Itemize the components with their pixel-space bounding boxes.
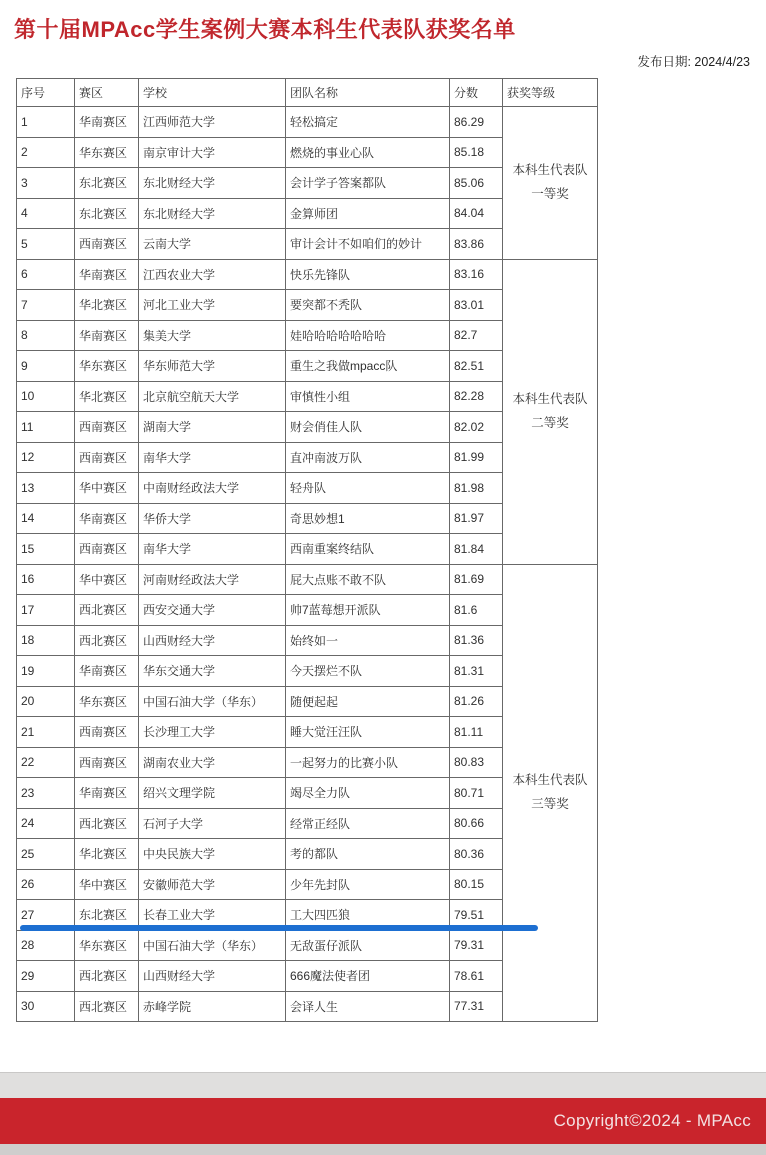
cell-region: 华中赛区	[75, 564, 139, 595]
cell-score: 80.36	[450, 839, 503, 870]
cell-school: 华侨大学	[139, 503, 286, 534]
cell-score: 79.31	[450, 930, 503, 961]
cell-region: 华南赛区	[75, 656, 139, 687]
cell-team: 今天摆烂不队	[286, 656, 450, 687]
header-cell-no: 序号	[17, 79, 75, 107]
cell-region: 华中赛区	[75, 473, 139, 504]
cell-school: 中国石油大学（华东）	[139, 686, 286, 717]
cell-score: 83.01	[450, 290, 503, 321]
cell-no: 15	[17, 534, 75, 565]
cell-score: 81.11	[450, 717, 503, 748]
cell-region: 西南赛区	[75, 534, 139, 565]
cell-no: 28	[17, 930, 75, 961]
cell-score: 80.71	[450, 778, 503, 809]
cell-no: 26	[17, 869, 75, 900]
cell-team: 会计学子答案都队	[286, 168, 450, 199]
results-table-body	[17, 107, 598, 1022]
cell-score: 77.31	[450, 991, 503, 1022]
cell-no: 23	[17, 778, 75, 809]
cell-team: 轻松搞定	[286, 107, 450, 138]
cell-region: 西南赛区	[75, 412, 139, 443]
cell-score: 86.29	[450, 107, 503, 138]
cell-region: 华北赛区	[75, 381, 139, 412]
cell-school: 西安交通大学	[139, 595, 286, 626]
cell-school: 江西农业大学	[139, 259, 286, 290]
cell-score: 81.99	[450, 442, 503, 473]
table-row	[17, 107, 598, 138]
cell-no: 17	[17, 595, 75, 626]
cell-no: 14	[17, 503, 75, 534]
cell-region: 西南赛区	[75, 747, 139, 778]
cell-score: 79.51	[450, 900, 503, 931]
cell-score: 83.16	[450, 259, 503, 290]
award-level-cell: 本科生代表队 三等奖	[503, 564, 598, 1022]
cell-region: 华中赛区	[75, 869, 139, 900]
header-cell-region: 赛区	[75, 79, 139, 107]
cell-team: 要突都不秃队	[286, 290, 450, 321]
cell-no: 22	[17, 747, 75, 778]
cell-region: 华南赛区	[75, 503, 139, 534]
table-row	[17, 259, 598, 290]
cell-team: 睡大觉汪汪队	[286, 717, 450, 748]
cell-school: 南华大学	[139, 442, 286, 473]
cell-team: 燃烧的事业心队	[286, 137, 450, 168]
footer-gray-band	[0, 1072, 766, 1099]
cell-school: 华东交通大学	[139, 656, 286, 687]
cell-region: 华东赛区	[75, 930, 139, 961]
cell-team: 一起努力的比赛小队	[286, 747, 450, 778]
cell-no: 1	[17, 107, 75, 138]
cell-no: 29	[17, 961, 75, 992]
cell-school: 山西财经大学	[139, 961, 286, 992]
cell-team: 奇思妙想1	[286, 503, 450, 534]
cell-school: 长春工业大学	[139, 900, 286, 931]
cell-team: 屁大点账不敢不队	[286, 564, 450, 595]
cell-team: 无敌蛋仔派队	[286, 930, 450, 961]
cell-school: 中南财经政法大学	[139, 473, 286, 504]
header-cell-team: 团队名称	[286, 79, 450, 107]
cell-no: 5	[17, 229, 75, 260]
table-header	[17, 79, 598, 107]
footer-bottom-strip	[0, 1144, 766, 1155]
header-cell-award: 获奖等级	[503, 79, 598, 107]
cell-region: 华北赛区	[75, 290, 139, 321]
cell-score: 81.6	[450, 595, 503, 626]
cell-school: 河南财经政法大学	[139, 564, 286, 595]
cell-no: 19	[17, 656, 75, 687]
cell-school: 河北工业大学	[139, 290, 286, 321]
cell-region: 华南赛区	[75, 259, 139, 290]
cell-score: 81.31	[450, 656, 503, 687]
cell-no: 18	[17, 625, 75, 656]
cell-no: 8	[17, 320, 75, 351]
cell-school: 绍兴文理学院	[139, 778, 286, 809]
cell-region: 东北赛区	[75, 900, 139, 931]
cell-region: 西北赛区	[75, 625, 139, 656]
cell-score: 81.84	[450, 534, 503, 565]
cell-no: 10	[17, 381, 75, 412]
cell-team: 始终如一	[286, 625, 450, 656]
cell-region: 东北赛区	[75, 198, 139, 229]
cell-score: 81.97	[450, 503, 503, 534]
cell-region: 华东赛区	[75, 351, 139, 382]
cell-region: 西北赛区	[75, 808, 139, 839]
cell-team: 工大四匹狼	[286, 900, 450, 931]
cell-school: 云南大学	[139, 229, 286, 260]
highlight-underline	[20, 925, 538, 931]
page-title: 第十届MPAcc学生案例大赛本科生代表队获奖名单	[14, 17, 516, 42]
cell-score: 82.7	[450, 320, 503, 351]
cell-team: 快乐先锋队	[286, 259, 450, 290]
table-header-row	[17, 79, 598, 107]
cell-region: 西北赛区	[75, 961, 139, 992]
cell-school: 山西财经大学	[139, 625, 286, 656]
footer-red-band	[0, 1098, 766, 1144]
cell-region: 西北赛区	[75, 595, 139, 626]
cell-no: 13	[17, 473, 75, 504]
cell-region: 华东赛区	[75, 686, 139, 717]
cell-team: 帅7蓝莓想开派队	[286, 595, 450, 626]
awards-table	[16, 78, 598, 1022]
cell-score: 81.36	[450, 625, 503, 656]
cell-no: 7	[17, 290, 75, 321]
cell-region: 华南赛区	[75, 778, 139, 809]
cell-no: 3	[17, 168, 75, 199]
cell-school: 长沙理工大学	[139, 717, 286, 748]
cell-school: 华东师范大学	[139, 351, 286, 382]
cell-team: 经常正经队	[286, 808, 450, 839]
cell-team: 财会俏佳人队	[286, 412, 450, 443]
cell-team: 竭尽全力队	[286, 778, 450, 809]
cell-score: 78.61	[450, 961, 503, 992]
cell-score: 81.69	[450, 564, 503, 595]
cell-no: 16	[17, 564, 75, 595]
cell-team: 666魔法使者团	[286, 961, 450, 992]
cell-school: 集美大学	[139, 320, 286, 351]
cell-score: 81.26	[450, 686, 503, 717]
cell-region: 西北赛区	[75, 991, 139, 1022]
cell-team: 考的都队	[286, 839, 450, 870]
cell-region: 西南赛区	[75, 442, 139, 473]
cell-school: 中国石油大学（华东）	[139, 930, 286, 961]
cell-region: 华东赛区	[75, 137, 139, 168]
cell-no: 25	[17, 839, 75, 870]
cell-no: 21	[17, 717, 75, 748]
cell-school: 湖南大学	[139, 412, 286, 443]
publish-date: 发布日期: 2024/4/23	[637, 55, 750, 69]
cell-no: 20	[17, 686, 75, 717]
cell-school: 东北财经大学	[139, 168, 286, 199]
cell-score: 82.02	[450, 412, 503, 443]
cell-region: 西南赛区	[75, 229, 139, 260]
cell-no: 2	[17, 137, 75, 168]
cell-score: 82.51	[450, 351, 503, 382]
header-cell-school: 学校	[139, 79, 286, 107]
cell-no: 27	[17, 900, 75, 931]
cell-team: 轻舟队	[286, 473, 450, 504]
cell-region: 西南赛区	[75, 717, 139, 748]
cell-team: 审计会计不如咱们的妙计	[286, 229, 450, 260]
cell-team: 重生之我做mpacc队	[286, 351, 450, 382]
cell-region: 东北赛区	[75, 168, 139, 199]
cell-score: 85.18	[450, 137, 503, 168]
cell-school: 南华大学	[139, 534, 286, 565]
cell-score: 80.83	[450, 747, 503, 778]
table-row	[17, 564, 598, 595]
header-cell-score: 分数	[450, 79, 503, 107]
cell-school: 中央民族大学	[139, 839, 286, 870]
cell-score: 83.86	[450, 229, 503, 260]
award-level-cell: 本科生代表队 二等奖	[503, 259, 598, 564]
cell-no: 12	[17, 442, 75, 473]
cell-region: 华南赛区	[75, 320, 139, 351]
cell-school: 石河子大学	[139, 808, 286, 839]
cell-score: 85.06	[450, 168, 503, 199]
cell-school: 南京审计大学	[139, 137, 286, 168]
cell-no: 6	[17, 259, 75, 290]
cell-team: 少年先封队	[286, 869, 450, 900]
cell-school: 江西师范大学	[139, 107, 286, 138]
copyright-text: Copyright©2024 - MPAcc	[553, 1111, 751, 1130]
cell-school: 安徽师范大学	[139, 869, 286, 900]
cell-region: 华北赛区	[75, 839, 139, 870]
cell-school: 湖南农业大学	[139, 747, 286, 778]
cell-no: 4	[17, 198, 75, 229]
cell-team: 随便起起	[286, 686, 450, 717]
cell-school: 赤峰学院	[139, 991, 286, 1022]
cell-no: 24	[17, 808, 75, 839]
cell-team: 审慎性小组	[286, 381, 450, 412]
award-level-cell: 本科生代表队 一等奖	[503, 107, 598, 260]
cell-no: 11	[17, 412, 75, 443]
cell-region: 华南赛区	[75, 107, 139, 138]
cell-no: 30	[17, 991, 75, 1022]
cell-score: 81.98	[450, 473, 503, 504]
cell-score: 84.04	[450, 198, 503, 229]
cell-score: 80.66	[450, 808, 503, 839]
cell-no: 9	[17, 351, 75, 382]
cell-score: 80.15	[450, 869, 503, 900]
cell-team: 直冲南波万队	[286, 442, 450, 473]
cell-team: 金算师团	[286, 198, 450, 229]
cell-team: 西南重案终结队	[286, 534, 450, 565]
cell-team: 会译人生	[286, 991, 450, 1022]
cell-score: 82.28	[450, 381, 503, 412]
cell-school: 北京航空航天大学	[139, 381, 286, 412]
cell-team: 娃哈哈哈哈哈哈哈	[286, 320, 450, 351]
cell-school: 东北财经大学	[139, 198, 286, 229]
